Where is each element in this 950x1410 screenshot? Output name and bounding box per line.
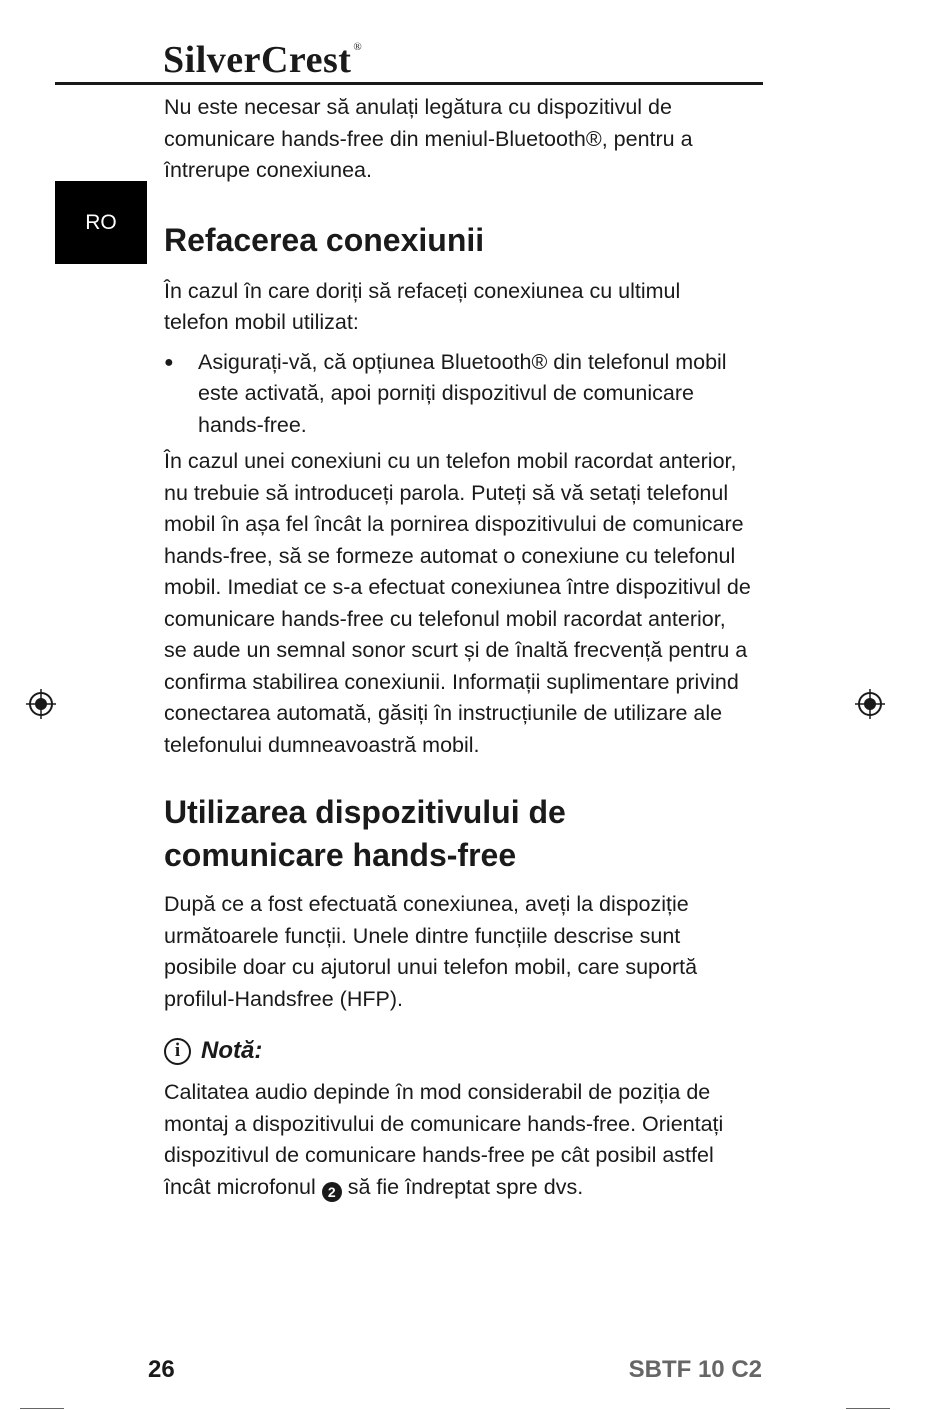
crop-mark: [20, 1408, 64, 1409]
info-icon: i: [164, 1038, 191, 1065]
brand-logo: SilverCrest ®: [163, 39, 363, 81]
microphone-ref-number: 2: [322, 1182, 342, 1202]
crop-mark: [846, 1408, 890, 1409]
note-heading: [164, 1037, 764, 1065]
header-rule: [55, 82, 763, 85]
registered-mark: ®: [353, 41, 363, 53]
section-title-usage: Utilizarea dispozitivului de comunicare hands-free: [164, 794, 566, 873]
language-tab: RO: [55, 181, 147, 264]
note-label: Notă:: [201, 1037, 263, 1064]
section-title-reconnect: Refacerea conexiunii: [164, 221, 485, 258]
intro-paragraph: Nu este necesar să anulați legătura cu dispozitivul de comunicare hands-free din meniul-Bluetooth®, pentru a întrerupe conexiunea.: [164, 95, 693, 182]
reconnect-body: În cazul unei conexiuni cu un telefon mobil racordat anterior, nu trebuie să introduceți parola. Puteți să vă setați telefonul mobil în așa fel încât la pornirea dispozitivului de comunicare hands-free, să se formeze automat o conexiune cu telefonul mobil. Imediat ce s-a efectuat conexiunea între dispozitivul de comunicare hands-free cu telefonul mobil racordat anterior, se aude un semnal sonor scurt și de înaltă frecvență pentru a confirma stabilirea conexiunii. Informații suplimentare privind conectarea automată, găsiți în instrucțiunile de utilizare ale telefonului dumneavoastră mobil.: [164, 449, 751, 757]
bullet-dot-icon: ●: [164, 353, 174, 371]
note-text-before: Calitatea audio depinde în mod considerabil de poziția de montaj a dispozitivului de comunicare hands-free. Orientați dispozitivul de comunicare hands-free pe cât posibil astfel încât microfonul: [164, 1080, 724, 1199]
note-text-after: să fie îndreptat spre dvs.: [347, 1174, 584, 1199]
page-number: 26: [148, 1356, 175, 1383]
note-text: [164, 1077, 754, 1203]
bullet-text: Asigurați-vă, că opțiunea Bluetooth® din telefonul mobil este activată, apoi porniți dispozitivul de comunicare hands-free.: [198, 349, 727, 437]
usage-body: După ce a fost efectuată conexiunea, aveți la dispoziție următoarele funcții. Unele dintre funcțiile descrise sunt posibile doar cu ajutorul unui telefon mobil, care suportă profilul-Handsfree (HFP).: [164, 892, 698, 1011]
bullet-item: [164, 347, 764, 442]
model-number: SBTF 10 C2: [628, 1356, 762, 1383]
reconnect-lead: În cazul în care doriți să refaceți conexiunea cu ultimul telefon mobil utilizat:: [164, 278, 681, 334]
registration-mark-icon: [26, 689, 56, 719]
registration-mark-icon: [855, 689, 885, 719]
page-content: [164, 92, 764, 1203]
